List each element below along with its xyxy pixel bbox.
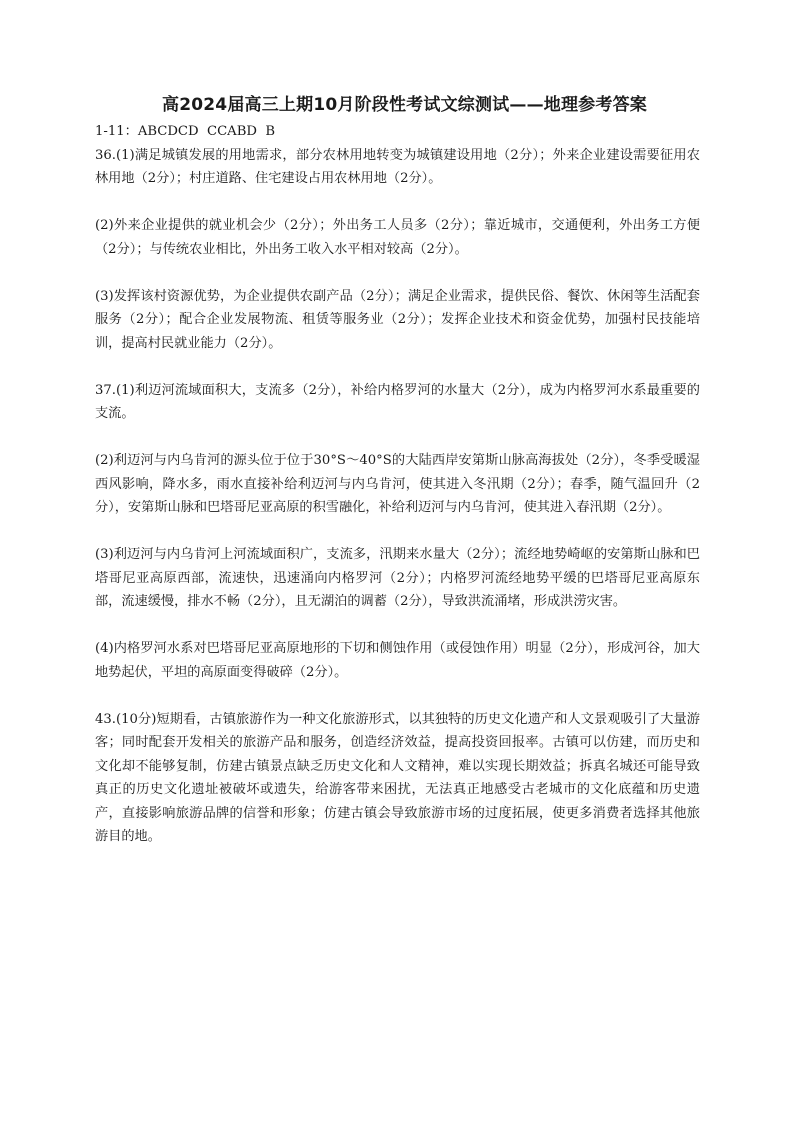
paragraph-gap bbox=[95, 191, 700, 215]
answer-36-2: (2)外来企业提供的就业机会少（2分）；外出务工人员多（2分）；靠近城市，交通便利，外出务工方便（2分）；与传统农业相比，外出务工收入水平相对较高（2分）。 bbox=[95, 218, 700, 257]
answer-43: 43.(10分)短期看，古镇旅游作为一种文化旅游形式，以其独特的历史文化遗产和人文景观吸引了大量游客；同时配套开发相关的旅游产品和服务，创造经济效益，提高投资回报率。古镇可以仿建，而历史和文化却不能够复制，仿建古镇景点缺乏历史文化和人文精神，难以实现长期效益；拆真名城还可能导致真正的历史文化遗址被破坏或遗失，给游客带来困扰，无法真正地感受古老城市的文化底蕴和历史遗产，直接影响旅游品牌的信誉和形象；仿建古镇会导致旅游市场的过度拓展，使更多消费者选择其他旅游目的地。 bbox=[95, 711, 700, 844]
answer-37-2: (2)利迈河与内乌肯河的源头位于位于30°S～40°S的大陆西岸安第斯山脉高海拔处（2分），冬季受暖湿西风影响，降水多，雨水直接补给利迈河与内乌肯河，使其进入冬汛期（2分）；春季，随气温回升（2分），安第斯山脉和巴塔哥尼亚高原的积雪融化，补给利迈河与内乌肯河，使其进入春汛期（2分）。 bbox=[95, 453, 700, 515]
paragraph-gap bbox=[95, 520, 700, 544]
answer-37-3: (3)利迈河与内乌肯河上河流域面积广，支流多，汛期来水量大（2分）；流经地势崎岖的安第斯山脉和巴塔哥尼亚高原西部，流速快，迅速涌向内格罗河（2分）；内格罗河流经地势平缓的巴塔哥尼亚高原东部，流速缓慢，排水不畅（2分），且无湖泊的调蓄（2分），导致洪流涌堵，形成洪涝灾害。 bbox=[95, 547, 700, 609]
answer-37-1: 37.(1)利迈河流域面积大，支流多（2分），补给内格罗河的水量大（2分），成为内格罗河水系最重要的支流。 bbox=[95, 382, 700, 421]
answer-36-1: 36.(1)满足城镇发展的用地需求，部分农林用地转变为城镇建设用地（2分）；外来企业建设需要征用农林用地（2分）；村庄道路、住宅建设占用农林用地（2分）。 bbox=[95, 147, 700, 186]
document-title: 高2024届高三上期10月阶段性考试文综测试——地理参考答案 bbox=[162, 95, 647, 115]
document-page bbox=[95, 92, 700, 849]
paragraph-gap bbox=[95, 614, 700, 638]
paragraph-gap bbox=[95, 261, 700, 285]
choice-answers: 1-11：ABCDCD CCABD B bbox=[95, 124, 276, 139]
paragraph-gap bbox=[95, 684, 700, 708]
answer-37-4: (4)内格罗河水系对巴塔哥尼亚高原地形的下切和侧蚀作用（或侵蚀作用）明显（2分），形成河谷，加大地势起伏，平坦的高原面变得破碎（2分）。 bbox=[95, 641, 700, 680]
paragraph-gap bbox=[95, 426, 700, 450]
paragraph-gap bbox=[95, 355, 700, 379]
answer-36-3: (3)发挥该村资源优势，为企业提供农副产品（2分）；满足企业需求，提供民俗、餐饮、休闲等生活配套服务（2分）；配合企业发展物流、租赁等服务业（2分）；发挥企业技术和资金优势，加强村民技能培训，提高村民就业能力（2分）。 bbox=[95, 288, 700, 351]
